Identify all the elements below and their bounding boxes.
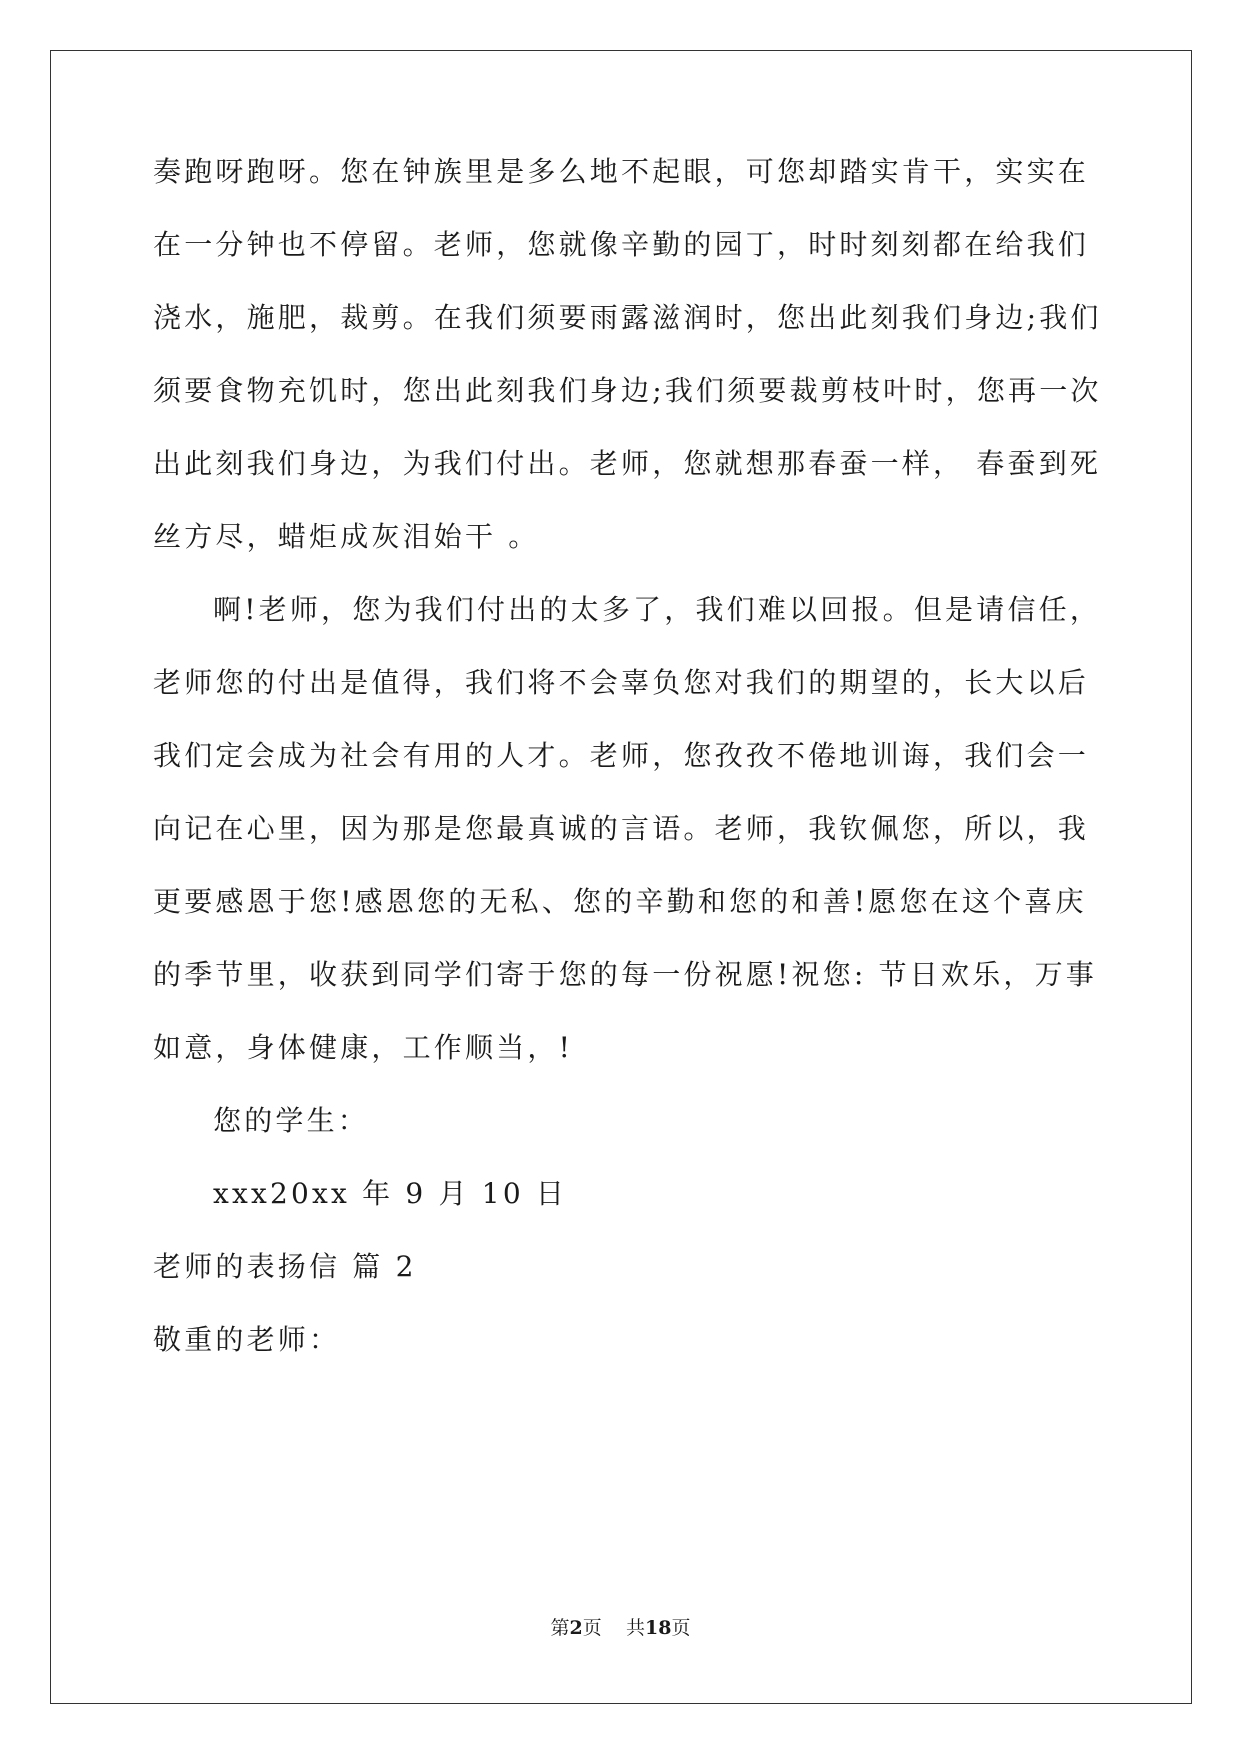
text-line: 出此刻我们身边，为我们付出。老师，您就想那春蚕一样， 春蚕到死 <box>153 447 1102 480</box>
text-line: 在一分钟也不停留。老师，您就像辛勤的园丁，时时刻刻都在给我们 <box>153 228 1090 261</box>
text-line: 须要食物充饥时，您出此刻我们身边;我们须要裁剪枝叶时，您再一次 <box>153 374 1102 407</box>
salutation: 敬重的老师： <box>153 1323 341 1356</box>
section-heading: 老师的表扬信 篇 2 <box>153 1250 417 1283</box>
text-line: 我们定会成为社会有用的人才。老师，您孜孜不倦地训诲，我们会一 <box>153 739 1090 772</box>
page-number: 2 <box>569 1617 583 1639</box>
text-line: 浇水，施肥，裁剪。在我们须要雨露滋润时，您出此刻我们身边;我们 <box>153 301 1102 334</box>
paragraph-start-line: 啊!老师，您为我们付出的太多了，我们难以回报。但是请信任， <box>213 593 1102 626</box>
page-prefix: 第 <box>550 1617 570 1639</box>
text-line: 丝方尽，蜡炬成灰泪始干 。 <box>153 520 540 553</box>
signature-label: 您的学生： <box>213 1104 370 1137</box>
total-pages: 18 <box>644 1617 672 1639</box>
text-line: 奏跑呀跑呀。您在钟族里是多么地不起眼，可您却踏实肯干，实实在 <box>153 155 1090 188</box>
signature-date: xxx20xx 年 9 月 10 日 <box>213 1177 568 1210</box>
page-footer <box>0 1616 1241 1640</box>
text-line: 如意，身体健康，工作顺当，! <box>153 1031 574 1064</box>
text-line: 的季节里，收获到同学们寄于您的每一份祝愿!祝您: 节日欢乐，万事 <box>153 958 1097 991</box>
text-line: 更要感恩于您!感恩您的无私、您的辛勤和您的和善!愿您在这个喜庆 <box>153 885 1087 918</box>
page-suffix: 页 <box>582 1617 602 1639</box>
total-suffix: 页 <box>671 1617 691 1639</box>
text-line: 老师您的付出是值得，我们将不会辜负您对我们的期望的，长大以后 <box>153 666 1090 699</box>
total-prefix: 共 <box>625 1617 645 1639</box>
text-line: 向记在心里，因为那是您最真诚的言语。老师，我钦佩您，所以，我 <box>153 812 1090 845</box>
